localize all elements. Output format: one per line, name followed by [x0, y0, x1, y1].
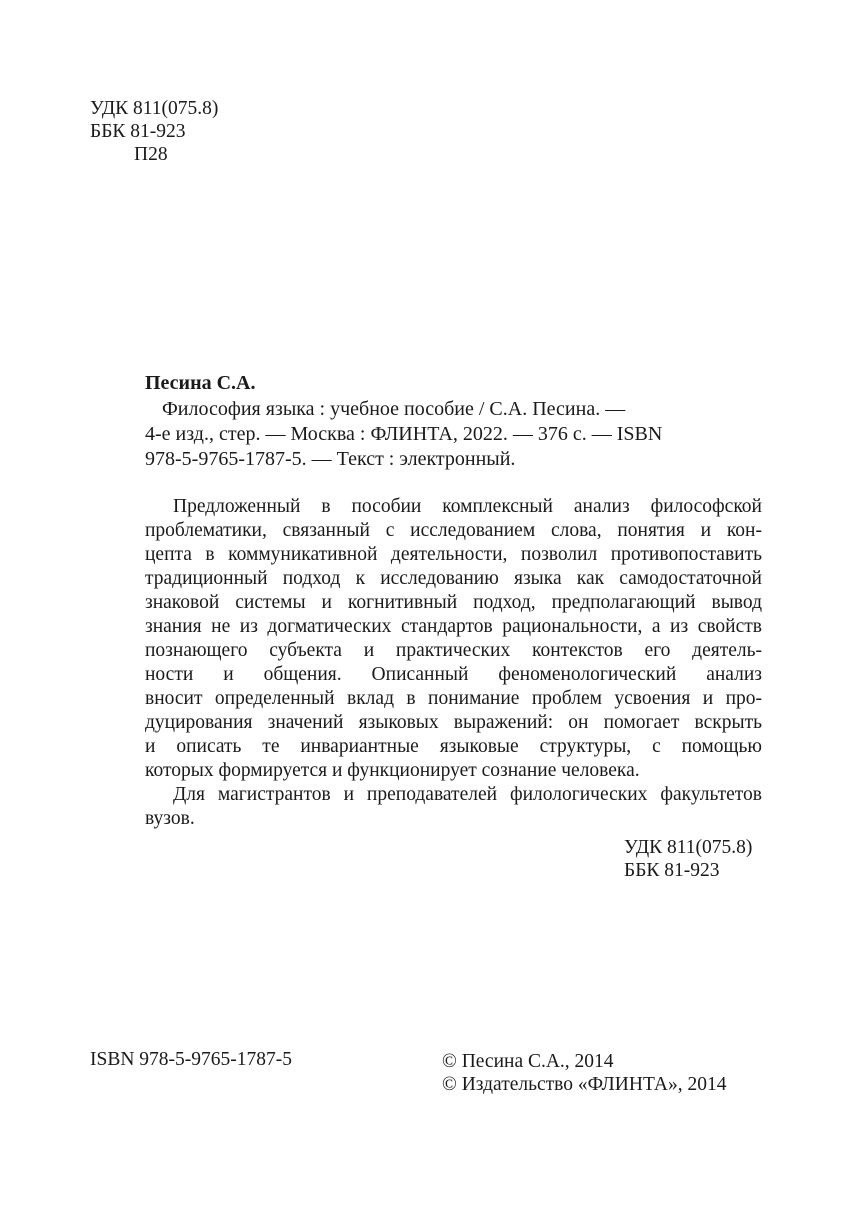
- bbk-code: ББК 81-923: [90, 121, 186, 142]
- biblio-line: 4-е изд., стер. — Москва : ФЛИНТА, 2022. — 376 с. — ISBN: [145, 423, 663, 445]
- abstract-line: традиционный подход к исследованию языка как самодостаточной: [145, 568, 762, 589]
- isbn: ISBN 978-5-9765-1787-5: [90, 1049, 293, 1070]
- abstract-line: Предложенный в пособии комплексный анализ философской: [173, 496, 762, 517]
- abstract-line: и описать те инвариантные языковые структуры, с помощью: [145, 736, 762, 757]
- udk-code: УДК 811(075.8): [90, 98, 219, 119]
- abstract: [145, 0, 762, 1211]
- copyright-author: © Песина С.А., 2014: [442, 1051, 614, 1072]
- abstract-line: знания не из догматических стандартов рациональности, а из свойств: [145, 616, 762, 637]
- copyright-publisher: © Издательство «ФЛИНТА», 2014: [442, 1074, 727, 1095]
- abstract-line: проблематики, связанный с исследованием слова, понятия и кон-: [145, 520, 762, 541]
- audience-line: вузов.: [145, 808, 195, 829]
- abstract-line: вносит определенный вклад в понимание проблем усвоения и про-: [145, 688, 762, 709]
- abstract-line: дуцирования значений языковых выражений: он помогает вскрыть: [145, 712, 762, 733]
- abstract-line: познающего субъекта и практических контекстов его деятель-: [145, 640, 762, 661]
- bbk-code-bottom: ББК 81-923: [624, 860, 720, 881]
- abstract-line: знаковой системы и когнитивный подход, предполагающий вывод: [145, 592, 762, 613]
- abstract-line: которых формируется и функционирует сознание человека.: [145, 760, 640, 781]
- abstract-line: ности и общения. Описанный феноменологический анализ: [145, 664, 762, 685]
- author-sign: П28: [134, 144, 168, 165]
- author-name: Песина С.А.: [145, 372, 256, 394]
- udk-code-bottom: УДК 811(075.8): [624, 837, 753, 858]
- biblio-line: 978-5-9765-1787-5. — Текст : электронный.: [145, 448, 516, 470]
- audience-line: Для магистрантов и преподавателей филологических факультетов: [173, 784, 762, 805]
- abstract-line: цепта в коммуникативной деятельности, позволил противопоставить: [145, 544, 762, 565]
- biblio-line: Философия языка : учебное пособие / С.А. Песина. —: [162, 398, 626, 420]
